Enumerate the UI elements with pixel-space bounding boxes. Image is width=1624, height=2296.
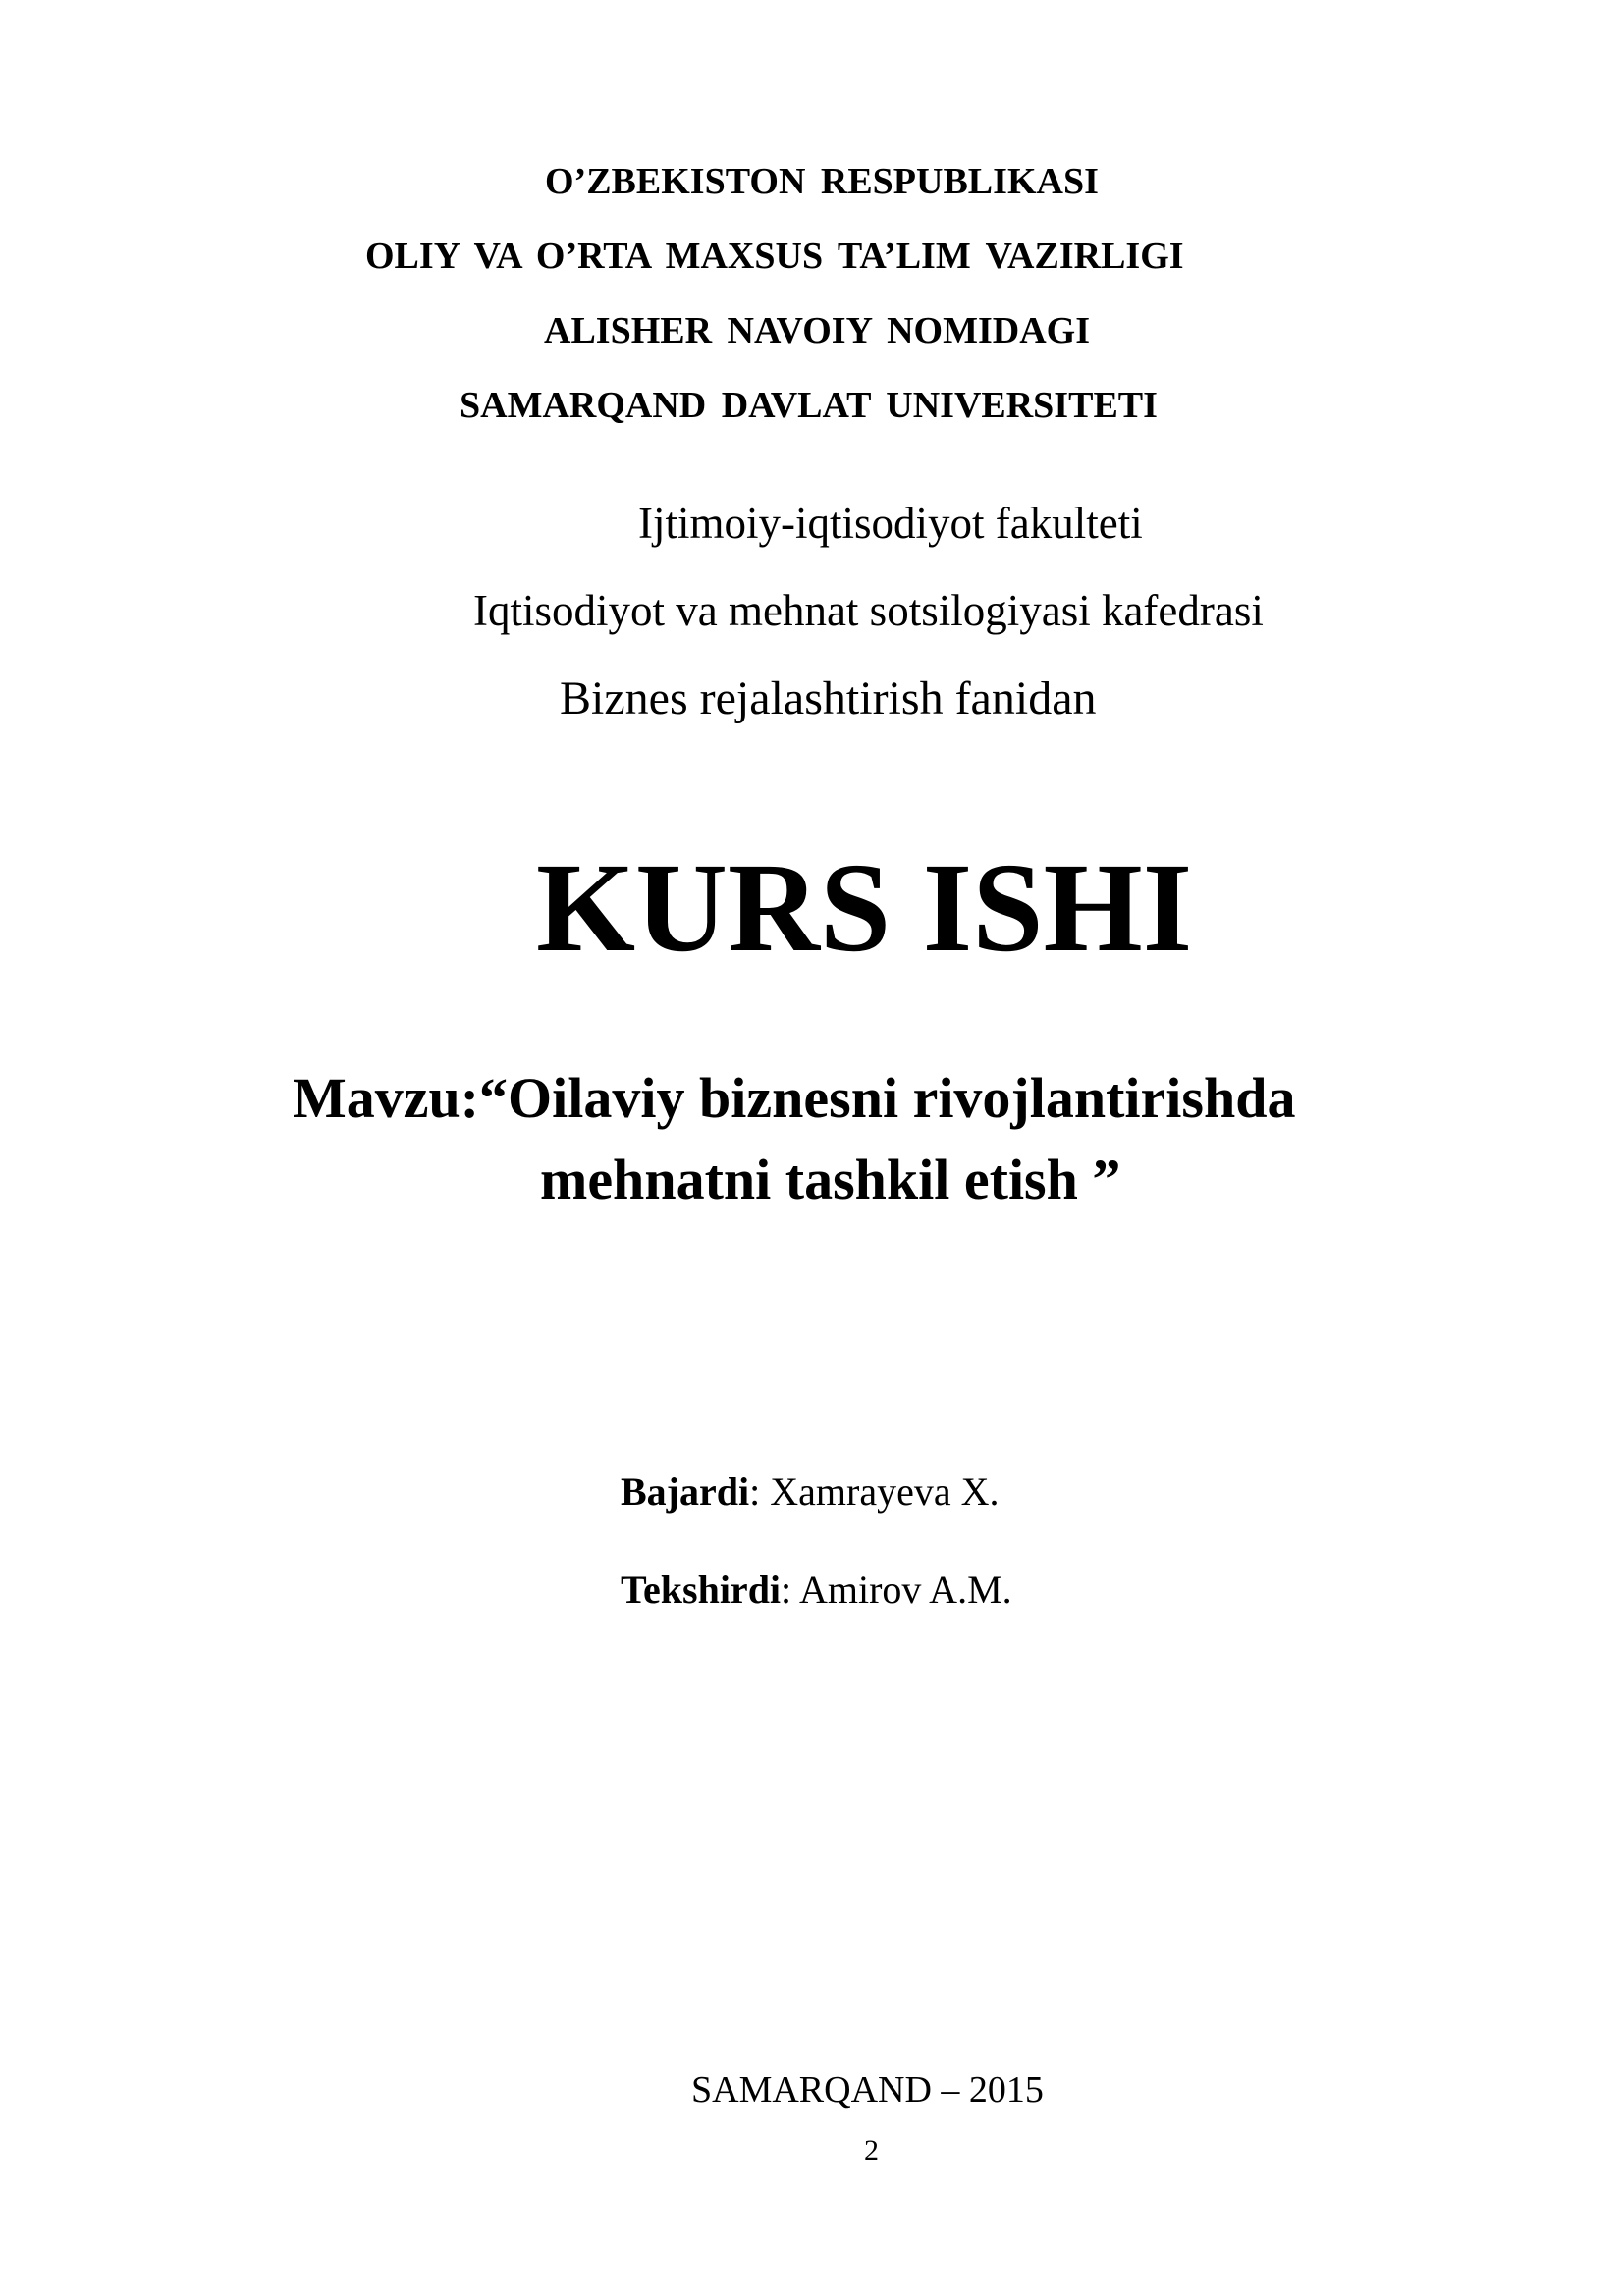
author-value: : Xamrayeva X. bbox=[749, 1469, 1000, 1514]
reviewer-value: : Amirov A.M. bbox=[781, 1568, 1012, 1612]
header-line-ministry: OLIY VA O’RTA MAXSUS TA’LIM VAZIRLIGI bbox=[365, 236, 1184, 277]
city-year: SAMARQAND – 2015 bbox=[691, 2069, 1044, 2110]
header-line-country: O’ZBEKISTON RESPUBLIKASI bbox=[545, 161, 1099, 202]
header-line-named-after: ALISHER NAVOIY NOMIDAGI bbox=[544, 310, 1090, 351]
reviewer-line bbox=[621, 1568, 1012, 1612]
department-name: Iqtisodiyot va mehnat sotsilogiyasi kafedrasi bbox=[473, 586, 1264, 635]
page-number: 2 bbox=[864, 2134, 879, 2166]
author-label: Bajardi bbox=[621, 1469, 750, 1514]
author-line bbox=[621, 1469, 1000, 1514]
header-line-university: SAMARQAND DAVLAT UNIVERSITETI bbox=[460, 385, 1158, 426]
topic-line-1: Mavzu:“Oilaviy biznesni rivojlantirishda bbox=[293, 1066, 1296, 1130]
topic-line-2: mehnatni tashkil etish ” bbox=[540, 1148, 1121, 1211]
reviewer-label: Tekshirdi bbox=[621, 1568, 782, 1612]
document-title: KURS ISHI bbox=[536, 837, 1193, 979]
faculty-name: Ijtimoiy-iqtisodiyot fakulteti bbox=[638, 499, 1143, 548]
subject-name: Biznes rejalashtirish fanidan bbox=[560, 672, 1097, 724]
